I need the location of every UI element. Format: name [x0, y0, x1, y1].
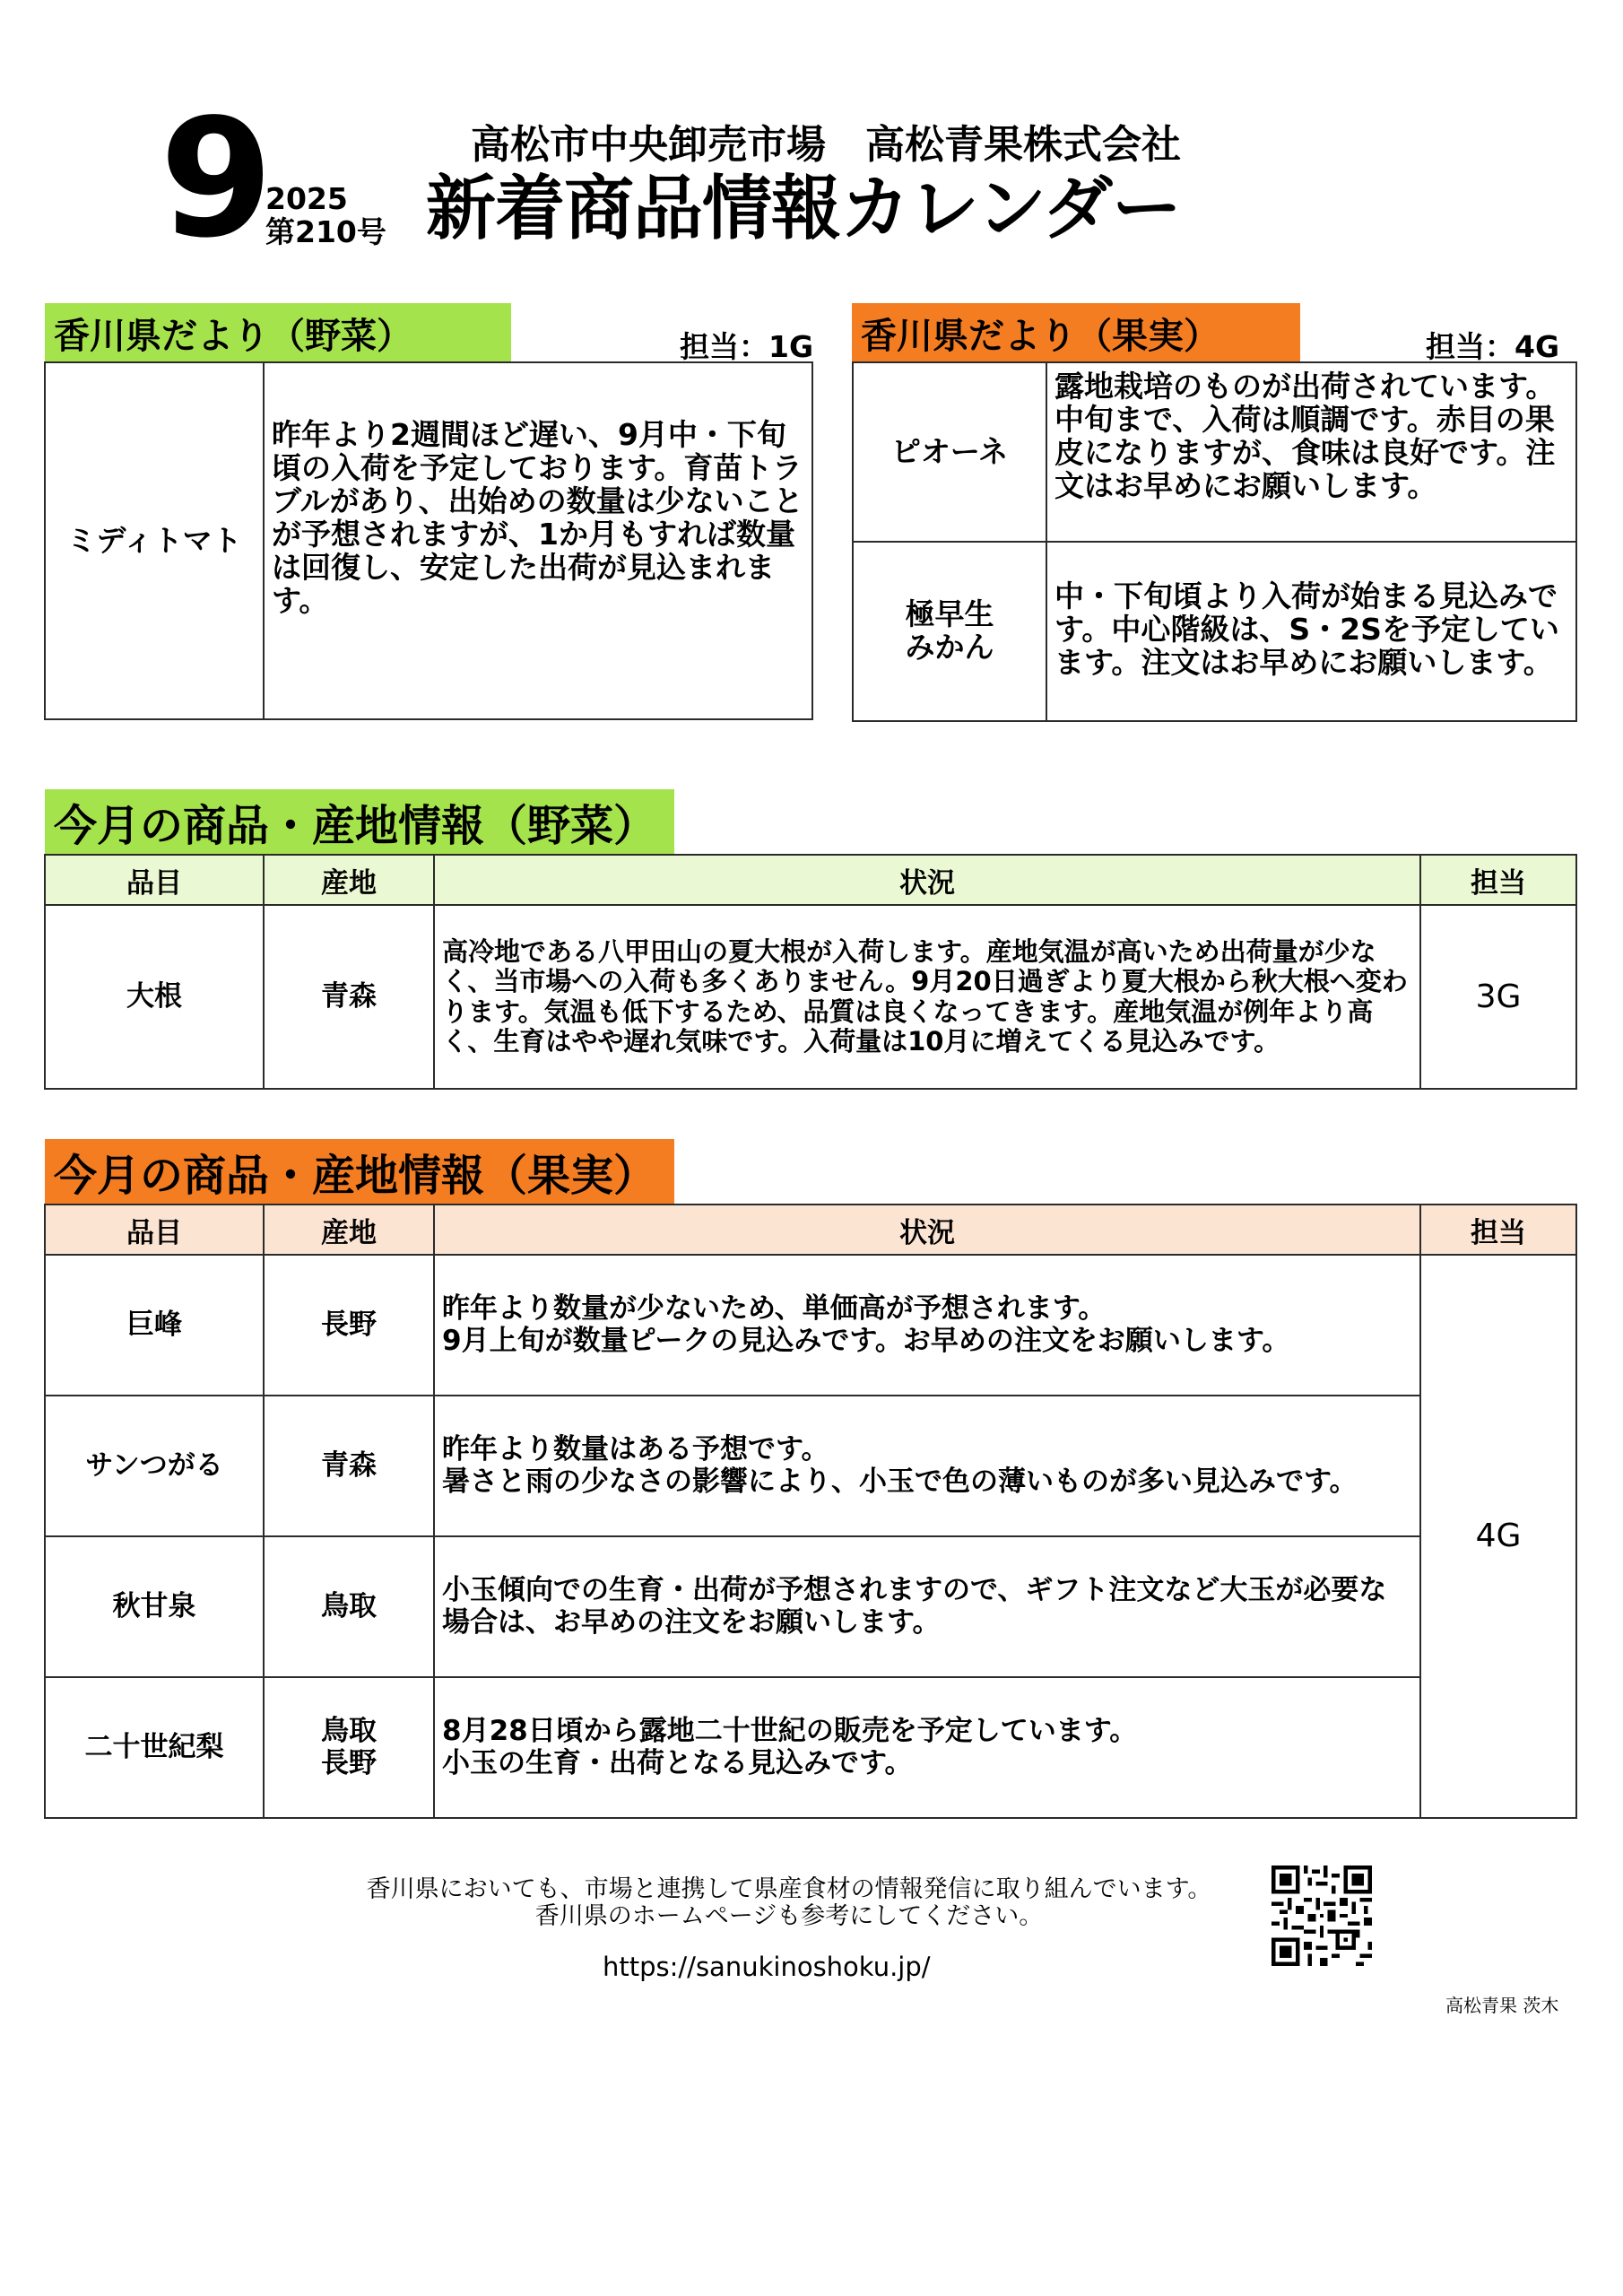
table-header-row: [45, 855, 1576, 905]
fruit-info-heading: 今月の商品・産地情報（果実）: [45, 1139, 674, 1204]
fruit-item: 秋甘泉: [45, 1536, 264, 1677]
fruit-status: 昨年より数量が少ないため、単価高が予想されます。 9月上旬が数量ピークの見込みです。お早めの注文をお願いします。: [434, 1255, 1420, 1396]
issue-number: 第210号: [265, 214, 386, 249]
footer-text: [341, 1876, 1237, 1929]
footer-url-link[interactable]: https://sanukinoshoku.jp/: [603, 1952, 931, 1982]
fruit-origin: 青森: [264, 1396, 434, 1536]
table-row: [45, 1396, 1576, 1536]
page-title: 新着商品情報カレンダー: [426, 169, 1181, 249]
kagawa-fruit-item: ピオーネ: [853, 362, 1046, 542]
fruit-item: 巨峰: [45, 1255, 264, 1396]
table-header-row: [45, 1205, 1576, 1255]
col-header-item: 品目: [45, 855, 264, 905]
veg-status: 高冷地である八甲田山の夏大根が入荷します。産地気温が高いため出荷量が少なく、当市場への入荷も多くありません。9月20日過ぎより夏大根から秋大根へ変わります。気温も低下するため、品質は良くなってきます。産地気温が例年より高く、生育はやや遅れ気味です。入荷量は10月に増えてくる見込みです。: [434, 905, 1420, 1089]
fruit-status: 昨年より数量はある予想です。 暑さと雨の少なさの影響により、小玉で色の薄いものが多い見込みです。: [434, 1396, 1420, 1536]
veg-staff: 3G: [1420, 905, 1576, 1089]
kagawa-veg-heading: 香川県だより（野菜）: [45, 303, 511, 362]
veg-info-heading: 今月の商品・産地情報（野菜）: [45, 789, 674, 854]
month-number: 9: [160, 83, 270, 274]
veg-origin: 青森: [264, 905, 434, 1089]
col-header-staff: 担当: [1420, 855, 1576, 905]
qr-code-graphic: [1271, 1866, 1372, 1966]
table-row: [45, 362, 812, 719]
table-row: [45, 1677, 1576, 1818]
fruit-origin: 鳥取: [264, 1536, 434, 1677]
kagawa-fruit-text: 中・下旬頃より入荷が始まる見込みです。中心階級は、S・2Sを予定しています。注文はお早めにお願いします。: [1046, 542, 1576, 721]
fruit-item: 二十世紀梨: [45, 1677, 264, 1818]
col-header-status: 状況: [434, 1205, 1420, 1255]
issue-year: 2025: [265, 181, 348, 216]
fruit-status: 小玉傾向での生育・出荷が予想されますので、ギフト注文など大玉が必要な場合は、お早めの注文をお願いします。: [434, 1536, 1420, 1677]
kagawa-fruit-table: [852, 361, 1577, 722]
kagawa-fruit-item: 極早生 みかん: [853, 542, 1046, 721]
table-row: [45, 1536, 1576, 1677]
kagawa-veg-staff: 担当：1G: [680, 329, 814, 364]
fruit-origin: 長野: [264, 1255, 434, 1396]
col-header-item: 品目: [45, 1205, 264, 1255]
kagawa-veg-item: ミディトマト: [45, 362, 264, 719]
footer-line-1: 香川県においても、市場と連携して県産食材の情報発信に取り組んでいます。: [366, 1875, 1212, 1903]
table-row: [45, 1255, 1576, 1396]
kagawa-veg-table: [44, 361, 813, 720]
qr-code-icon[interactable]: [1271, 1866, 1372, 1966]
col-header-status: 状況: [434, 855, 1420, 905]
kagawa-fruit-text: 露地栽培のものが出荷されています。中旬まで、入荷は順調です。赤目の果皮になりますが、食味は良好です。注文はお早めにお願いします。: [1046, 362, 1576, 542]
kagawa-veg-text-body: 昨年より2週間ほど遅い、9月中・下旬頃の入荷を予定しております。育苗トラブルがあり、出始めの数量は少ないことが予想されますが、1か月もすれば数量は回復し、安定した出荷が見込まれます。: [272, 417, 803, 618]
table-row: [853, 542, 1576, 721]
col-header-origin: 産地: [264, 855, 434, 905]
veg-info-table: [44, 854, 1577, 1090]
kagawa-fruit-staff: 担当：4G: [1426, 329, 1560, 364]
fruit-item: サンつがる: [45, 1396, 264, 1536]
fruit-status: 8月28日頃から露地二十世紀の販売を予定しています。 小玉の生育・出荷となる見込みです。: [434, 1677, 1420, 1818]
fruit-info-table: [44, 1204, 1577, 1819]
col-header-origin: 産地: [264, 1205, 434, 1255]
fruit-staff: 4G: [1420, 1255, 1576, 1818]
fruit-origin: 鳥取 長野: [264, 1677, 434, 1818]
veg-item: 大根: [45, 905, 264, 1089]
col-header-staff: 担当: [1420, 1205, 1576, 1255]
table-row: [853, 362, 1576, 542]
kagawa-veg-text: [264, 362, 812, 719]
market-name: 高松市中央卸売市場 高松青果株式会社: [471, 122, 1181, 168]
kagawa-fruit-heading: 香川県だより（果実）: [852, 303, 1300, 362]
footer-line-2: 香川県のホームページも参考にしてください。: [534, 1901, 1044, 1930]
credit-text: 高松青果 茨木: [1445, 1995, 1559, 2016]
table-row: [45, 905, 1576, 1089]
